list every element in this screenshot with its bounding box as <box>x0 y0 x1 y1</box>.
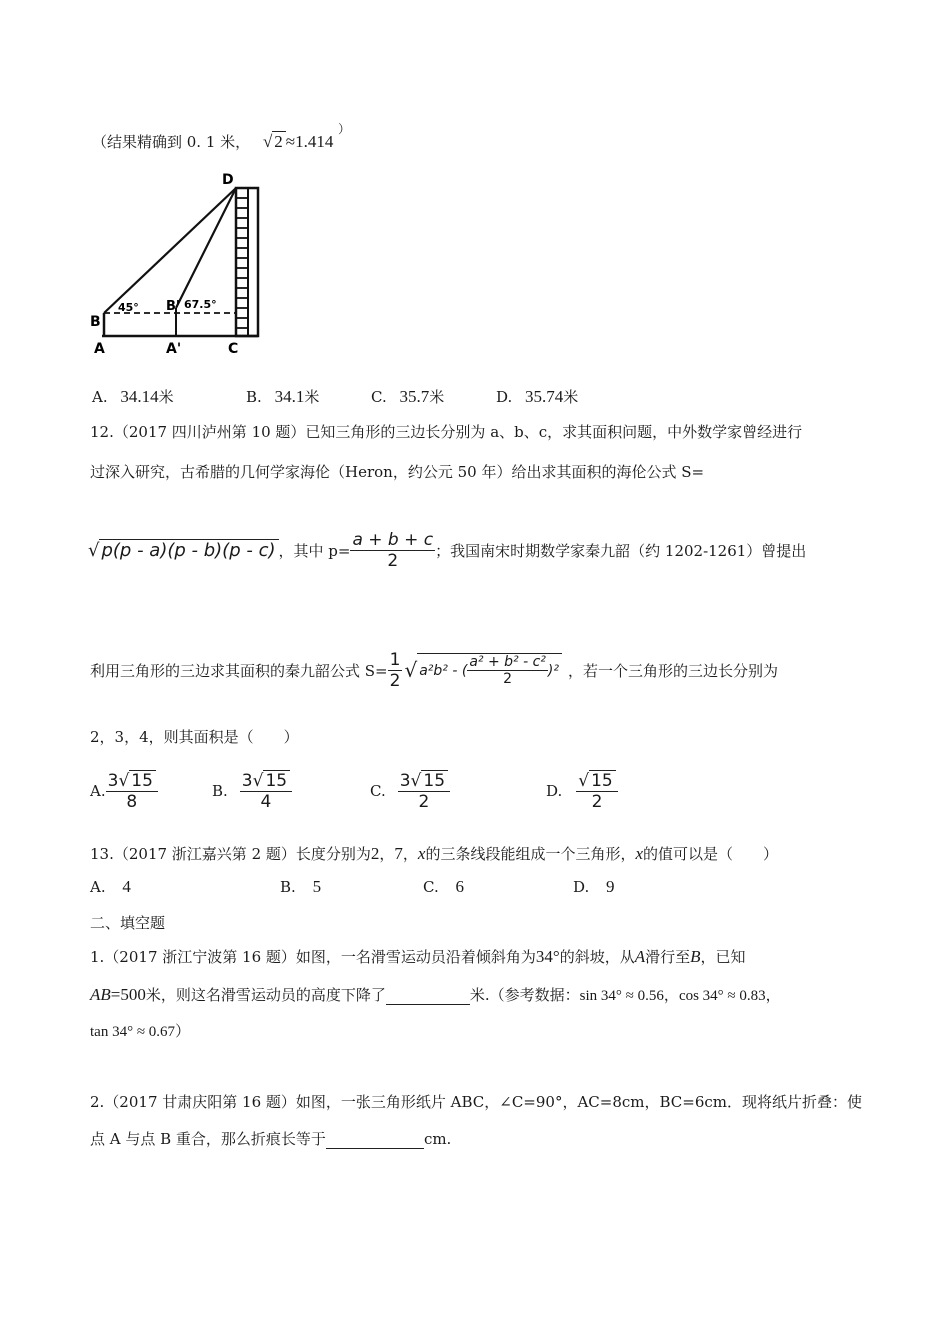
qin-fraction <box>467 654 548 687</box>
option-value: 5 <box>312 877 322 896</box>
option-coef: 3 <box>107 771 119 791</box>
option-radicand: 15 <box>129 770 156 791</box>
option-letter: B. <box>280 878 296 896</box>
fill1-mid: 的斜坡，从 <box>559 948 635 966</box>
option-radicand: 15 <box>263 770 290 791</box>
q13-prefix: 13.（2017 浙江嘉兴第 2 题）长度分别为 <box>90 845 371 863</box>
q12-line5: 2，3，4，则其面积是（ ） <box>90 728 299 746</box>
precision-note <box>92 120 350 152</box>
option-letter: D. <box>546 782 563 800</box>
angle-67: 67.5° <box>184 298 217 311</box>
qin-radicand <box>417 653 562 687</box>
option-fraction: $\frac{3√ 15}{4}$ <box>240 770 292 812</box>
fill1-ab: AB <box>90 985 111 1004</box>
qin-right: )² <box>547 662 559 679</box>
option-value: 34.1 <box>274 387 305 406</box>
fill1-tan: tan 34° ≈ 0.67 <box>90 1024 176 1040</box>
option-value: 34.14 <box>120 387 159 406</box>
option-fraction: $\frac{3√ 15}{2}$ <box>398 770 450 812</box>
q11-option-a[interactable] <box>92 386 174 407</box>
option-letter: A. <box>92 388 108 406</box>
option-radicand: 15 <box>421 770 448 791</box>
q13-sep-2: ， <box>402 845 418 863</box>
option-denominator: 2 <box>398 791 450 812</box>
q13-option-b[interactable] <box>280 877 321 897</box>
p-denominator: 2 <box>350 550 435 571</box>
sqrt2-arg: 2 <box>272 131 286 152</box>
label-b: B <box>90 314 101 330</box>
fill1-line1 <box>90 946 746 967</box>
label-a2: A' <box>166 341 182 357</box>
half-fraction <box>388 650 403 691</box>
fill2-answer-blank[interactable] <box>326 1130 424 1149</box>
q13-option-d[interactable] <box>573 877 615 897</box>
option-letter: C. <box>423 878 439 896</box>
q12-option-d[interactable] <box>546 770 618 812</box>
label-a: A <box>94 341 105 357</box>
option-denominator: 8 <box>106 791 158 812</box>
label-b2: B' <box>166 299 180 314</box>
fill1-line2-after: 米.（参考数据： <box>469 986 580 1004</box>
option-unit: 米 <box>158 388 174 406</box>
option-value: 35.74 <box>525 387 564 406</box>
sight-line-b <box>104 188 236 313</box>
option-letter: D. <box>573 878 590 896</box>
wall-rungs <box>236 198 248 328</box>
fill1-mid2: 滑行至 <box>645 948 691 966</box>
p-numerator: a + b + c <box>352 529 434 550</box>
option-coef: 3 <box>399 771 411 791</box>
p-prefix: ，其中 p= <box>278 541 351 560</box>
qin-suffix: ，若一个三角形的三边长分别为 <box>567 661 778 680</box>
option-letter: A. <box>90 782 106 800</box>
q13-value-1: 2 <box>370 844 380 863</box>
fill1-ab-value: =500 <box>110 985 146 1004</box>
q11-option-c[interactable] <box>371 386 444 407</box>
q12-line3-suffix: ；我国南宋时期数学家秦九韶（约 1202-1261）曾提出 <box>435 541 807 560</box>
fill1-sin: sin 34° ≈ 0.56 <box>579 988 664 1004</box>
fill1-angle: 34° <box>535 947 560 966</box>
option-value: 6 <box>455 877 464 896</box>
sqrt2-expression: √ 2 ≈1.414 <box>262 132 334 151</box>
option-unit: 米 <box>304 388 320 406</box>
fill1-suffix: ，已知 <box>700 948 746 966</box>
label-d: D <box>222 172 234 188</box>
fill2-line1: 2.（2017 甘肃庆阳第 16 题）如图，一张三角形纸片 ABC，∠C=90°，AC=8cm，BC=6cm．现将纸片折叠：使 <box>90 1093 863 1111</box>
section-title: 二、填空题 <box>90 914 166 932</box>
q13-var-x: x <box>417 844 426 863</box>
fill1-line2-mid: 米，则这名滑雪运动员的高度下降了 <box>145 986 386 1004</box>
q13-option-c[interactable] <box>423 877 464 897</box>
fill1-line2 <box>90 984 781 1005</box>
option-denominator: 2 <box>576 791 617 812</box>
half-numerator: 1 <box>389 649 401 670</box>
fill2-line2 <box>90 1128 451 1149</box>
q12-option-a[interactable] <box>90 770 158 812</box>
q12-option-b[interactable] <box>212 770 292 812</box>
option-coef: 3 <box>241 771 253 791</box>
option-radicand: 15 <box>589 770 616 791</box>
option-letter: B. <box>212 782 228 800</box>
option-letter: B. <box>246 388 262 406</box>
option-value: 4 <box>122 877 131 896</box>
q13-option-a[interactable] <box>90 877 131 897</box>
sqrt2-approx: ≈1.414 <box>285 132 334 151</box>
q12-line2: 过深入研究，古希腊的几何学家海伦（Heron，约公元 50 年）给出求其面积的海伦公式 S= <box>90 463 705 481</box>
fill1-answer-blank[interactable] <box>386 986 470 1005</box>
q12-line1: 12.（2017 四川泸州第 10 题）已知三角形的三边长分别为 a、b、c，求其面积问题，中外数学家曾经进行 <box>90 423 803 441</box>
option-denominator: 4 <box>240 791 292 812</box>
p-fraction <box>350 530 435 571</box>
precision-note-text: （结果精确到 0. 1 米， <box>92 133 251 151</box>
qin-prefix: 利用三角形的三边求其面积的秦九韶公式 S= <box>90 661 388 680</box>
angle-45: 45° <box>118 301 139 314</box>
q13-var-x2: x <box>635 844 644 863</box>
precision-note-close: ） <box>338 122 351 136</box>
option-letter: C. <box>371 388 387 406</box>
q13-mid: 的三条线段能组成一个三角形， <box>425 845 636 863</box>
q11-option-b[interactable] <box>246 386 319 407</box>
fill1-line3 <box>90 1020 190 1041</box>
qin-denominator: 2 <box>467 670 548 687</box>
fill1-close: ） <box>175 1022 191 1040</box>
q13-stem <box>90 843 778 864</box>
ladder-figure <box>88 168 278 358</box>
fill1-point-a: A <box>634 947 646 966</box>
option-fraction: $\frac{√ 15}{2}$ <box>576 770 617 812</box>
half-denominator: 2 <box>389 670 401 691</box>
option-unit: 米 <box>563 388 579 406</box>
q13-value-2: 7 <box>394 844 403 863</box>
q13-sep-1: ， <box>379 845 395 863</box>
heron-formula: √ p(p - a)(p - b)(p - c) <box>88 539 279 561</box>
fill1-comma: ， <box>663 986 679 1004</box>
fill2-prefix: 点 A 与点 B 重合，那么折痕长等于 <box>90 1130 326 1148</box>
q12-option-c[interactable] <box>370 770 450 812</box>
option-letter: C. <box>370 782 386 800</box>
q12-qin-line <box>90 642 778 698</box>
option-letter: A. <box>90 878 106 896</box>
option-value: 9 <box>606 877 615 896</box>
option-letter: D. <box>496 388 513 406</box>
option-fraction: $\frac{3√ 15}{8}$ <box>106 770 158 812</box>
q11-option-d[interactable] <box>496 386 578 407</box>
fill1-comma-2: ， <box>765 986 781 1004</box>
q12-formula-line <box>88 528 806 572</box>
option-unit: 米 <box>429 388 445 406</box>
qin-numerator: a² + b² - c² <box>469 654 546 670</box>
q13-suffix: 的值可以是（ ） <box>643 845 779 863</box>
qin-sqrt: √ <box>404 658 418 682</box>
fill1-point-b: B <box>690 947 701 966</box>
option-value: 35.7 <box>399 387 430 406</box>
fill2-suffix: cm. <box>423 1130 452 1148</box>
label-c: C <box>228 341 239 357</box>
qin-left: a²b² - ( <box>419 662 468 679</box>
fill1-prefix: 1.（2017 浙江宁波第 16 题）如图，一名滑雪运动员沿着倾斜角为 <box>90 948 536 966</box>
fill1-cos: cos 34° ≈ 0.83 <box>678 988 766 1004</box>
heron-radicand: p(p - a)(p - b)(p - c) <box>99 539 278 561</box>
sight-line-b2 <box>176 188 236 308</box>
